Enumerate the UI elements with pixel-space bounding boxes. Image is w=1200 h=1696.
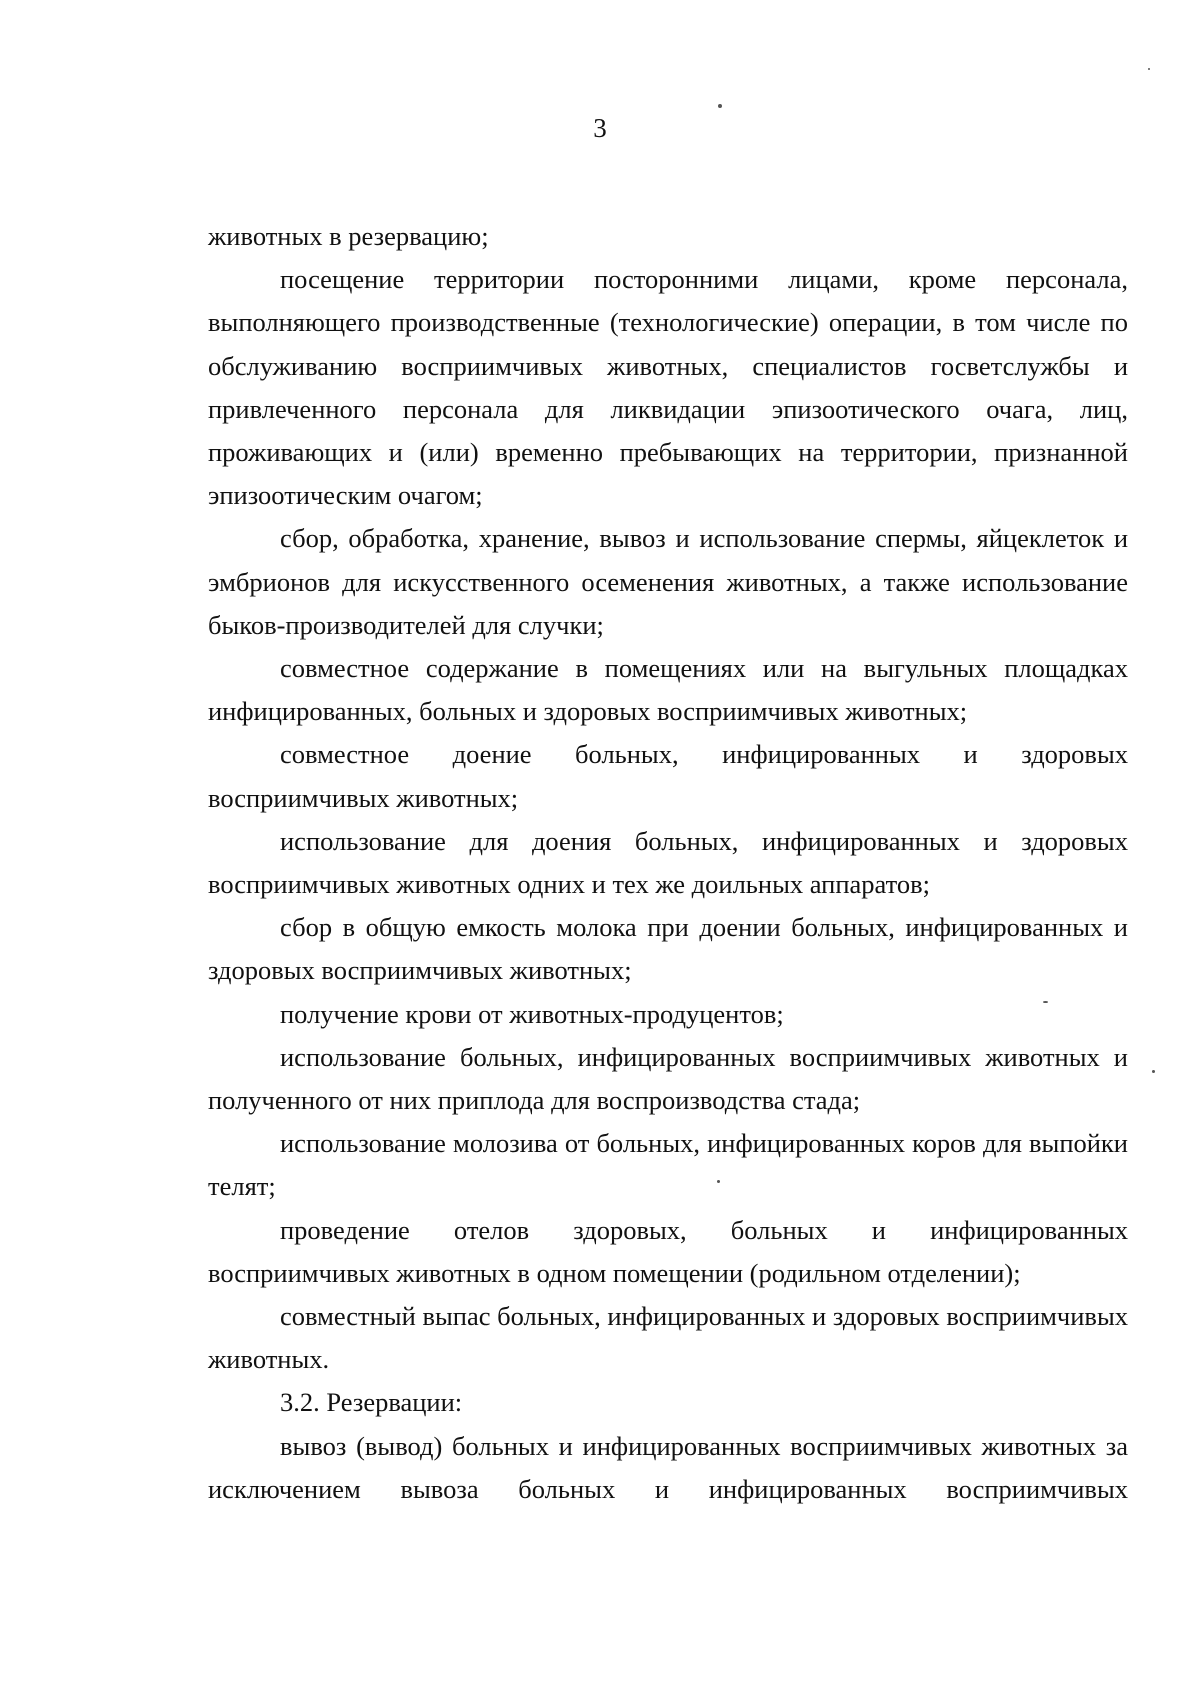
paragraph-milk-collection: сбор в общую емкость молока при доении больных, инфицированных и здоровых восприимчивых животных;	[208, 912, 1128, 986]
paragraph-continuation: животных в резервацию;	[208, 221, 489, 251]
paragraph-colostrum: использование молозива от больных, инфицированных коров для выпойки телят;	[208, 1128, 1128, 1202]
section-heading-reservations: 3.2. Резервации:	[280, 1387, 463, 1418]
scan-speck	[1043, 1001, 1048, 1003]
scan-speck	[718, 104, 722, 108]
paragraph-territory-access: посещение территории посторонними лицами, кроме персонала, выполняющего производственные (технологические) операции, в том числе по обслуживанию восприимчивых животных, специалистов госветслужбы и привлеченного персонала для ликвидации эпизоотического очага, лиц, проживающих и (или) временно пребывающих на территории, признанной эпизоотическим очагом;	[208, 264, 1128, 511]
paragraph-calving: проведение отелов здоровых, больных и инфицированных восприимчивых животных в одном помещении (родильном отделении);	[208, 1214, 1128, 1288]
paragraph-removal: вывоз (вывод) больных и инфицированных восприимчивых животных за исключением вывоза больных и инфицированных восприимчивых	[208, 1430, 1128, 1504]
scan-speck	[1148, 68, 1150, 70]
paragraph-semen-collection: сбор, обработка, хранение, вывоз и использование спермы, яйцеклеток и эмбрионов для искусственного осеменения животных, а также использование быков-производителей для случки;	[208, 523, 1128, 640]
paragraph-reproduction: использование больных, инфицированных восприимчивых животных и полученного от них приплода для воспроизводства стада;	[208, 1041, 1128, 1116]
page-number: 3	[593, 113, 607, 143]
paragraph-milking-equipment: использование для доения больных, инфицированных и здоровых восприимчивых животных одних и тех же доильных аппаратов;	[208, 825, 1128, 900]
scan-speck	[1152, 1070, 1155, 1073]
paragraph-grazing: совместный выпас больных, инфицированных и здоровых восприимчивых животных.	[208, 1301, 1128, 1375]
paragraph-blood-collection: получение крови от животных-продуцентов;	[280, 998, 784, 1029]
paragraph-joint-keeping: совместное содержание в помещениях или на выгульных площадках инфицированных, больных и здоровых восприимчивых животных;	[208, 653, 1128, 727]
scan-speck	[717, 1180, 720, 1183]
paragraph-joint-milking: совместное доение больных, инфицированных и здоровых восприимчивых животных;	[208, 739, 1128, 813]
document-body	[208, 215, 1128, 1511]
